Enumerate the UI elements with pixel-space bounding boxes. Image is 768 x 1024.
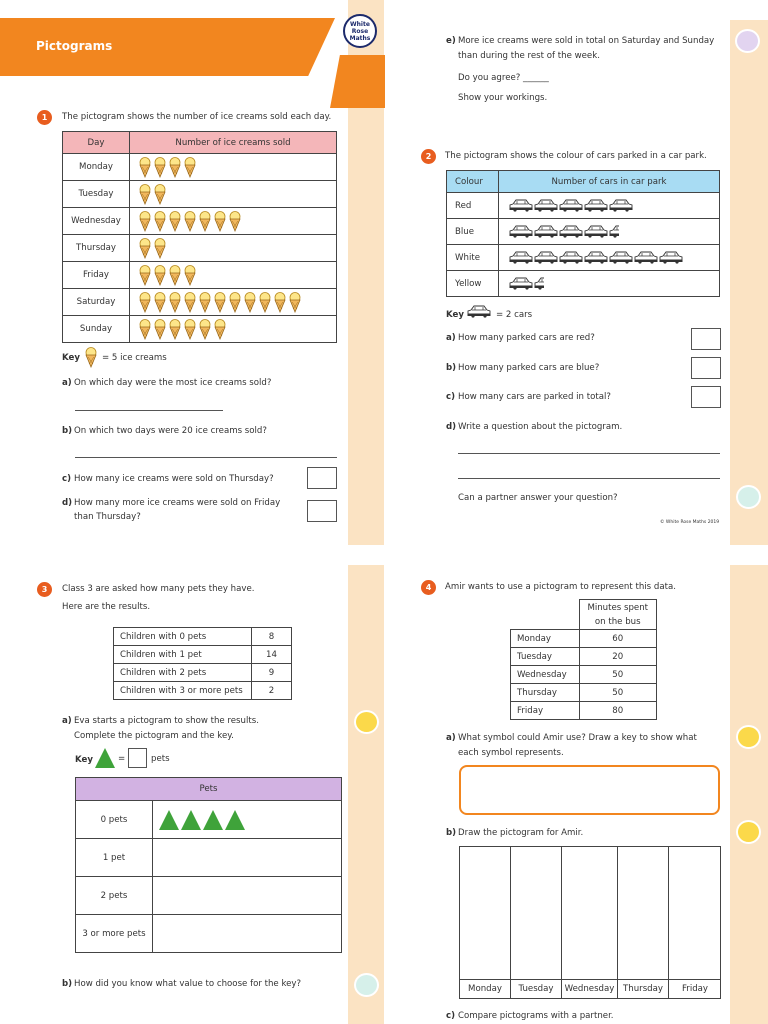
day-label: Wednesday xyxy=(564,984,615,994)
question-e-workings: Show your workings. xyxy=(458,93,548,103)
ice-cream-icon xyxy=(153,211,167,232)
question-c: How many cars are parked in total? xyxy=(458,392,611,402)
ice-cream-icon xyxy=(213,211,227,232)
label-cell: Children with 3 or more pets xyxy=(114,682,252,700)
table-row xyxy=(511,702,657,720)
icon-cell xyxy=(130,289,337,316)
question-intro: Amir wants to use a pictogram to represent this data. xyxy=(445,582,676,592)
table-row xyxy=(114,646,292,664)
ice-cream-icon xyxy=(213,319,227,340)
car-icon xyxy=(584,199,608,212)
question-b: Draw the pictogram for Amir. xyxy=(458,828,584,838)
ice-cream-icon xyxy=(168,157,182,178)
icon-cell xyxy=(130,262,337,289)
question-d-cont: than Thursday? xyxy=(74,512,141,522)
question-d: Write a question about the pictogram. xyxy=(458,422,623,432)
part-label: d) xyxy=(62,498,73,508)
triangle-icon xyxy=(181,810,201,830)
colour-cell: White xyxy=(447,245,499,271)
icon-cell[interactable] xyxy=(153,839,342,877)
question-a-cont: Complete the pictogram and the key. xyxy=(74,731,234,741)
table-row xyxy=(447,245,720,271)
question-e: More ice creams were sold in total on Saturday and Sunday xyxy=(458,36,715,46)
ice-cream-icon xyxy=(84,347,99,368)
icon-cell xyxy=(499,245,720,271)
ice-cream-icon xyxy=(138,319,152,340)
reasoning-icon xyxy=(735,29,760,53)
bus-table xyxy=(510,599,657,720)
ice-cream-icon xyxy=(84,347,98,368)
ice-cream-icon xyxy=(183,265,197,286)
table-row xyxy=(76,877,342,915)
ice-cream-icon xyxy=(138,184,152,205)
part-label: a) xyxy=(62,378,72,388)
ice-cream-icon xyxy=(273,292,287,313)
table-row xyxy=(63,316,337,343)
car-icon xyxy=(534,225,558,238)
day-cell: Friday xyxy=(63,262,130,289)
car-icon xyxy=(467,305,491,318)
key-text: = 5 ice creams xyxy=(102,353,167,363)
logo: White Rose Maths xyxy=(343,14,377,48)
car-icon xyxy=(509,199,533,212)
car-icon xyxy=(609,225,619,238)
icon-cell xyxy=(499,271,720,297)
table-row xyxy=(447,219,720,245)
table-row xyxy=(63,154,337,181)
table-row xyxy=(447,193,720,219)
question-a: What symbol could Amir use? Draw a key to show what xyxy=(458,733,697,743)
key-pets: pets xyxy=(151,754,170,764)
column-header: Day xyxy=(63,132,130,154)
table-row xyxy=(114,628,292,646)
discussion-icon xyxy=(736,485,761,509)
value-cell: 2 xyxy=(252,682,292,700)
column-header: Number of cars in car park xyxy=(499,171,720,193)
ice-cream-icon xyxy=(153,157,167,178)
key-label: Key xyxy=(62,353,80,363)
car-icon xyxy=(534,199,558,212)
ice-cream-icon xyxy=(138,157,152,178)
car-icon xyxy=(467,305,492,318)
table-row xyxy=(63,208,337,235)
colour-cell: Blue xyxy=(447,219,499,245)
key-text: = 2 cars xyxy=(496,310,533,320)
label-cell: 1 pet xyxy=(76,839,153,877)
triangle-icon xyxy=(159,810,179,830)
icon-cell[interactable] xyxy=(153,877,342,915)
table-row xyxy=(63,262,337,289)
ice-cream-icon xyxy=(153,319,167,340)
car-icon xyxy=(584,225,608,238)
pictogram-column[interactable] xyxy=(562,847,618,998)
header-line: Minutes spent xyxy=(587,602,649,613)
pictogram-column[interactable] xyxy=(511,847,562,998)
minutes-cell: 50 xyxy=(579,684,657,702)
ice-cream-icon xyxy=(183,292,197,313)
answer-box[interactable] xyxy=(307,500,337,522)
value-cell: 14 xyxy=(252,646,292,664)
copyright: © White Rose Maths 2019 xyxy=(660,520,720,525)
pictogram-drawing-grid[interactable] xyxy=(459,846,721,999)
icon-cell[interactable] xyxy=(153,915,342,953)
day-cell: Monday xyxy=(63,154,130,181)
part-label: c) xyxy=(62,474,72,484)
pencil-icon xyxy=(736,725,761,749)
discussion-icon xyxy=(354,973,379,997)
question-b: On which two days were 20 ice creams sold? xyxy=(74,426,267,436)
question-a: Eva starts a pictogram to show the results. xyxy=(74,716,259,726)
day-label: Friday xyxy=(681,984,709,994)
minutes-cell: 50 xyxy=(579,666,657,684)
day-cell: Sunday xyxy=(63,316,130,343)
question-b: How many parked cars are blue? xyxy=(458,363,600,373)
question-intro: Class 3 are asked how many pets they have. xyxy=(62,584,255,594)
question-number: 2 xyxy=(421,149,436,164)
car-icon xyxy=(609,251,633,264)
key-label: Key xyxy=(446,310,464,320)
question-intro: The pictogram shows the colour of cars parked in a car park. xyxy=(445,151,707,161)
label-cell: 3 or more pets xyxy=(76,915,153,953)
colour-cell: Yellow xyxy=(447,271,499,297)
car-icon xyxy=(509,277,533,290)
triangle-icon xyxy=(225,810,245,830)
ice-cream-icon xyxy=(183,157,197,178)
icon-cell xyxy=(499,219,720,245)
part-label: d) xyxy=(446,422,457,432)
question-a-cont: each symbol represents. xyxy=(458,748,564,758)
question-intro: The pictogram shows the number of ice creams sold each day. xyxy=(62,112,332,122)
value-cell: 8 xyxy=(252,628,292,646)
car-icon xyxy=(659,251,683,264)
part-label: b) xyxy=(446,828,457,838)
answer-line[interactable] xyxy=(458,453,720,454)
key-answer-box[interactable] xyxy=(459,765,720,815)
question-e-agree: Do you agree? ______ xyxy=(458,73,549,83)
table-row xyxy=(63,181,337,208)
icon-cell xyxy=(130,235,337,262)
day-cell: Thursday xyxy=(63,235,130,262)
minutes-cell: 60 xyxy=(579,630,657,648)
car-pictogram xyxy=(446,170,720,297)
ice-cream-icon xyxy=(168,319,182,340)
column-header: Number of ice creams sold xyxy=(130,132,337,154)
ice-cream-icon xyxy=(153,184,167,205)
day-label: Monday xyxy=(468,984,502,994)
pets-pictogram xyxy=(75,777,342,953)
question-number: 3 xyxy=(37,582,52,597)
label-cell: 2 pets xyxy=(76,877,153,915)
ice-cream-icon xyxy=(138,211,152,232)
key-value-box[interactable] xyxy=(128,748,147,768)
question-c: Compare pictograms with a partner. xyxy=(458,1011,614,1021)
day-cell: Thursday xyxy=(511,684,580,702)
day-cell: Tuesday xyxy=(511,648,580,666)
question-number: 1 xyxy=(37,110,52,125)
car-icon xyxy=(584,251,608,264)
day-cell: Monday xyxy=(511,630,580,648)
car-icon xyxy=(634,251,658,264)
key-equals: = xyxy=(118,754,126,764)
car-icon xyxy=(534,251,558,264)
answer-box[interactable] xyxy=(307,467,337,489)
day-cell: Saturday xyxy=(63,289,130,316)
ice-cream-icon xyxy=(138,265,152,286)
column-header xyxy=(579,600,657,630)
answer-box[interactable] xyxy=(691,386,721,408)
pets-table xyxy=(113,627,292,700)
icon-cell xyxy=(130,316,337,343)
label-cell: Children with 1 pet xyxy=(114,646,252,664)
part-label: c) xyxy=(446,1011,456,1021)
ice-cream-icon xyxy=(198,319,212,340)
table-row xyxy=(511,630,657,648)
colour-cell: Red xyxy=(447,193,499,219)
car-icon xyxy=(559,225,583,238)
triangle-icon xyxy=(203,810,223,830)
question-a: On which day were the most ice creams sold? xyxy=(74,378,272,388)
day-cell: Wednesday xyxy=(511,666,580,684)
question-d: How many more ice creams were sold on Friday xyxy=(74,498,281,508)
ice-cream-icon xyxy=(153,265,167,286)
ice-cream-icon xyxy=(228,211,242,232)
value-cell: 9 xyxy=(252,664,292,682)
ice-cream-icon xyxy=(168,211,182,232)
partner-question: Can a partner answer your question? xyxy=(458,493,618,503)
question-number: 4 xyxy=(421,580,436,595)
question-a: How many parked cars are red? xyxy=(458,333,595,343)
label-cell: Children with 0 pets xyxy=(114,628,252,646)
table-row xyxy=(76,801,342,839)
ice-cream-icon xyxy=(168,292,182,313)
answer-line[interactable] xyxy=(75,410,223,411)
ice-cream-icon xyxy=(228,292,242,313)
question-intro-cont: Here are the results. xyxy=(62,602,151,612)
part-label: a) xyxy=(446,333,456,343)
ice-cream-icon xyxy=(288,292,302,313)
pencil-icon xyxy=(736,820,761,844)
header-banner-tab xyxy=(330,55,385,108)
day-label: Tuesday xyxy=(518,984,554,994)
icon-cell xyxy=(499,193,720,219)
table-row xyxy=(76,839,342,877)
question-e-cont: than during the rest of the week. xyxy=(458,51,600,61)
part-label: e) xyxy=(446,36,456,46)
column-header: Pets xyxy=(76,778,342,801)
question-b: How did you know what value to choose for the key? xyxy=(74,979,302,989)
triangle-icon xyxy=(95,748,117,768)
icon-cell xyxy=(130,154,337,181)
answer-box[interactable] xyxy=(691,328,721,350)
ice-cream-icon xyxy=(168,265,182,286)
table-row xyxy=(511,684,657,702)
question-c: How many ice creams were sold on Thursday? xyxy=(74,474,274,484)
icon-cell xyxy=(130,208,337,235)
table-row xyxy=(447,271,720,297)
pictogram-column[interactable] xyxy=(460,847,511,998)
car-icon xyxy=(509,225,533,238)
side-strip xyxy=(348,565,384,1024)
table-row xyxy=(511,666,657,684)
ice-cream-icon xyxy=(213,292,227,313)
car-icon xyxy=(609,199,633,212)
table-row xyxy=(63,289,337,316)
day-label: Thursday xyxy=(623,984,663,994)
answer-line[interactable] xyxy=(458,478,720,479)
car-icon xyxy=(559,199,583,212)
ice-cream-icon xyxy=(198,211,212,232)
answer-line[interactable] xyxy=(75,457,337,458)
column-header: Colour xyxy=(447,171,499,193)
side-strip xyxy=(730,20,768,545)
day-cell: Friday xyxy=(511,702,580,720)
car-icon xyxy=(534,277,544,290)
side-strip xyxy=(730,565,768,1024)
ice-cream-icon xyxy=(258,292,272,313)
part-label: a) xyxy=(446,733,456,743)
day-cell: Tuesday xyxy=(63,181,130,208)
label-cell: 0 pets xyxy=(76,801,153,839)
table-row xyxy=(511,648,657,666)
ice-cream-icon xyxy=(183,211,197,232)
answer-box[interactable] xyxy=(691,357,721,379)
header-line: on the bus xyxy=(594,616,641,627)
table-row xyxy=(114,664,292,682)
pencil-icon xyxy=(354,710,379,734)
table-row xyxy=(63,235,337,262)
label-cell: Children with 2 pets xyxy=(114,664,252,682)
part-label: a) xyxy=(62,716,72,726)
pictogram-column[interactable] xyxy=(618,847,669,998)
ice-cream-icon xyxy=(153,238,167,259)
car-icon xyxy=(509,251,533,264)
minutes-cell: 20 xyxy=(579,648,657,666)
icon-cell[interactable] xyxy=(153,801,342,839)
car-icon xyxy=(559,251,583,264)
page-title: Pictograms xyxy=(36,39,113,53)
part-label: b) xyxy=(62,979,73,989)
minutes-cell: 80 xyxy=(579,702,657,720)
ice-cream-icon xyxy=(138,238,152,259)
part-label: b) xyxy=(446,363,457,373)
part-label: b) xyxy=(62,426,73,436)
pictogram-column[interactable] xyxy=(669,847,721,998)
ice-cream-icon xyxy=(153,292,167,313)
key-label: Key xyxy=(75,755,93,765)
ice-cream-icon xyxy=(138,292,152,313)
ice-cream-icon xyxy=(183,319,197,340)
ice-cream-icon xyxy=(198,292,212,313)
table-row xyxy=(76,915,342,953)
table-row xyxy=(114,682,292,700)
part-label: c) xyxy=(446,392,456,402)
ice-cream-icon xyxy=(243,292,257,313)
ice-cream-pictogram xyxy=(62,131,337,343)
icon-cell xyxy=(130,181,337,208)
day-cell: Wednesday xyxy=(63,208,130,235)
